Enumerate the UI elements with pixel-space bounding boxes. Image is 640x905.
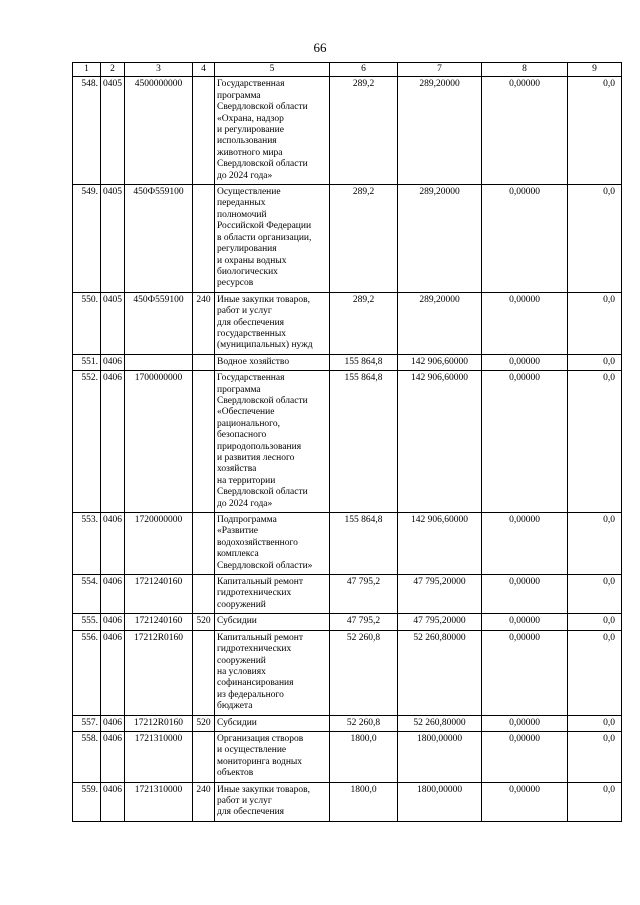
amount-col8: 0,00000 [482,575,568,614]
amount-col8: 0,00000 [482,614,568,630]
row-number: 555. [73,614,101,630]
row-number: 548. [73,77,101,185]
header-cell: 2 [101,63,125,77]
percent-col9: 0,0 [568,614,622,630]
amount-executed: 47 795,20000 [398,614,482,630]
percent-col9: 0,0 [568,292,622,354]
row-number: 559. [73,782,101,821]
row-number: 549. [73,185,101,293]
expense-type-code [193,630,215,715]
section-code: 0406 [101,715,125,731]
percent-col9: 0,0 [568,731,622,782]
table-row [73,575,622,614]
section-code: 0406 [101,354,125,370]
table-row [73,185,622,293]
target-code: 1721240160 [125,614,193,630]
amount-approved: 155 864,8 [330,371,398,513]
percent-col9: 0,0 [568,185,622,293]
section-code: 0406 [101,782,125,821]
header-cell: 5 [215,63,330,77]
expense-type-code: 240 [193,782,215,821]
description: Иные закупки товаров, работ и услуг для обеспечения [215,782,330,821]
amount-col8: 0,00000 [482,371,568,513]
amount-col8: 0,00000 [482,630,568,715]
amount-approved: 1800,0 [330,731,398,782]
target-code: 1721240160 [125,575,193,614]
amount-approved: 289,2 [330,185,398,293]
amount-col8: 0,00000 [482,354,568,370]
description: Иные закупки товаров, работ и услуг для обеспечения государственных (муниципальных) нужд [215,292,330,354]
section-code: 0406 [101,513,125,575]
target-code: 450Ф559100 [125,185,193,293]
header-cell: 4 [193,63,215,77]
description: Капитальный ремонт гидротехнических сооружений [215,575,330,614]
amount-executed: 142 906,60000 [398,354,482,370]
amount-executed: 52 260,80000 [398,715,482,731]
section-code: 0405 [101,77,125,185]
expense-type-code [193,77,215,185]
expense-type-code [193,371,215,513]
amount-executed: 1800,00000 [398,782,482,821]
amount-approved: 47 795,2 [330,575,398,614]
amount-col8: 0,00000 [482,77,568,185]
table-header-row [73,63,622,77]
amount-executed: 289,20000 [398,292,482,354]
amount-approved: 52 260,8 [330,715,398,731]
description: Капитальный ремонт гидротехнических сооружений на условиях софинансирования из федерального бюджета [215,630,330,715]
section-code: 0405 [101,292,125,354]
page-number: 66 [313,40,327,55]
amount-approved: 155 864,8 [330,513,398,575]
table-row [73,513,622,575]
table-row [73,354,622,370]
amount-approved: 47 795,2 [330,614,398,630]
table-row [73,371,622,513]
amount-executed: 142 906,60000 [398,371,482,513]
header-cell: 8 [482,63,568,77]
row-number: 558. [73,731,101,782]
amount-col8: 0,00000 [482,292,568,354]
expense-type-code [193,185,215,293]
row-number: 554. [73,575,101,614]
percent-col9: 0,0 [568,77,622,185]
expense-type-code [193,731,215,782]
section-code: 0406 [101,371,125,513]
percent-col9: 0,0 [568,782,622,821]
expense-type-code [193,513,215,575]
target-code: 4500000000 [125,77,193,185]
amount-executed: 289,20000 [398,77,482,185]
header-cell: 7 [398,63,482,77]
budget-table [72,62,622,822]
table-row [73,77,622,185]
description: Подпрограмма «Развитие водохозяйственного комплекса Свердловской области» [215,513,330,575]
target-code: 1721310000 [125,782,193,821]
amount-approved: 289,2 [330,77,398,185]
description: Государственная программа Свердловской области «Охрана, надзор и регулирование использования животного мира Свердловской области до 2024 года» [215,77,330,185]
target-code: 1700000000 [125,371,193,513]
amount-executed: 47 795,20000 [398,575,482,614]
description: Государственная программа Свердловской области «Обеспечение рационального, безопасного природопользования и развития лесного хозяйства на территории Свердловской области до 2024 года» [215,371,330,513]
description: Субсидии [215,614,330,630]
amount-approved: 155 864,8 [330,354,398,370]
header-cell: 3 [125,63,193,77]
percent-col9: 0,0 [568,715,622,731]
table-row [73,614,622,630]
percent-col9: 0,0 [568,630,622,715]
amount-approved: 289,2 [330,292,398,354]
row-number: 552. [73,371,101,513]
section-code: 0406 [101,731,125,782]
target-code: 1720000000 [125,513,193,575]
table-row [73,292,622,354]
section-code: 0406 [101,630,125,715]
amount-col8: 0,00000 [482,185,568,293]
expense-type-code: 520 [193,715,215,731]
description: Водное хозяйство [215,354,330,370]
row-number: 550. [73,292,101,354]
section-code: 0406 [101,614,125,630]
amount-executed: 1800,00000 [398,731,482,782]
description: Организация створов и осуществление мониторинга водных объектов [215,731,330,782]
amount-approved: 52 260,8 [330,630,398,715]
row-number: 556. [73,630,101,715]
section-code: 0405 [101,185,125,293]
target-code: 450Ф559100 [125,292,193,354]
amount-approved: 1800,0 [330,782,398,821]
header-cell: 1 [73,63,101,77]
target-code: 1721310000 [125,731,193,782]
percent-col9: 0,0 [568,575,622,614]
table-row [73,782,622,821]
expense-type-code: 520 [193,614,215,630]
target-code: 17212R0160 [125,630,193,715]
amount-executed: 289,20000 [398,185,482,293]
expense-type-code [193,575,215,614]
percent-col9: 0,0 [568,354,622,370]
amount-col8: 0,00000 [482,513,568,575]
target-code: 17212R0160 [125,715,193,731]
header-cell: 9 [568,63,622,77]
amount-col8: 0,00000 [482,782,568,821]
description: Осуществление переданных полномочий Российской Федерации в области организации, регулирования и охраны водных биологических ресурсов [215,185,330,293]
amount-executed: 52 260,80000 [398,630,482,715]
table-row [73,630,622,715]
row-number: 551. [73,354,101,370]
row-number: 557. [73,715,101,731]
amount-executed: 142 906,60000 [398,513,482,575]
amount-col8: 0,00000 [482,731,568,782]
row-number: 553. [73,513,101,575]
section-code: 0406 [101,575,125,614]
percent-col9: 0,0 [568,371,622,513]
amount-col8: 0,00000 [482,715,568,731]
expense-type-code: 240 [193,292,215,354]
table-row [73,731,622,782]
target-code [125,354,193,370]
description: Субсидии [215,715,330,731]
percent-col9: 0,0 [568,513,622,575]
table-row [73,715,622,731]
header-cell: 6 [330,63,398,77]
expense-type-code [193,354,215,370]
